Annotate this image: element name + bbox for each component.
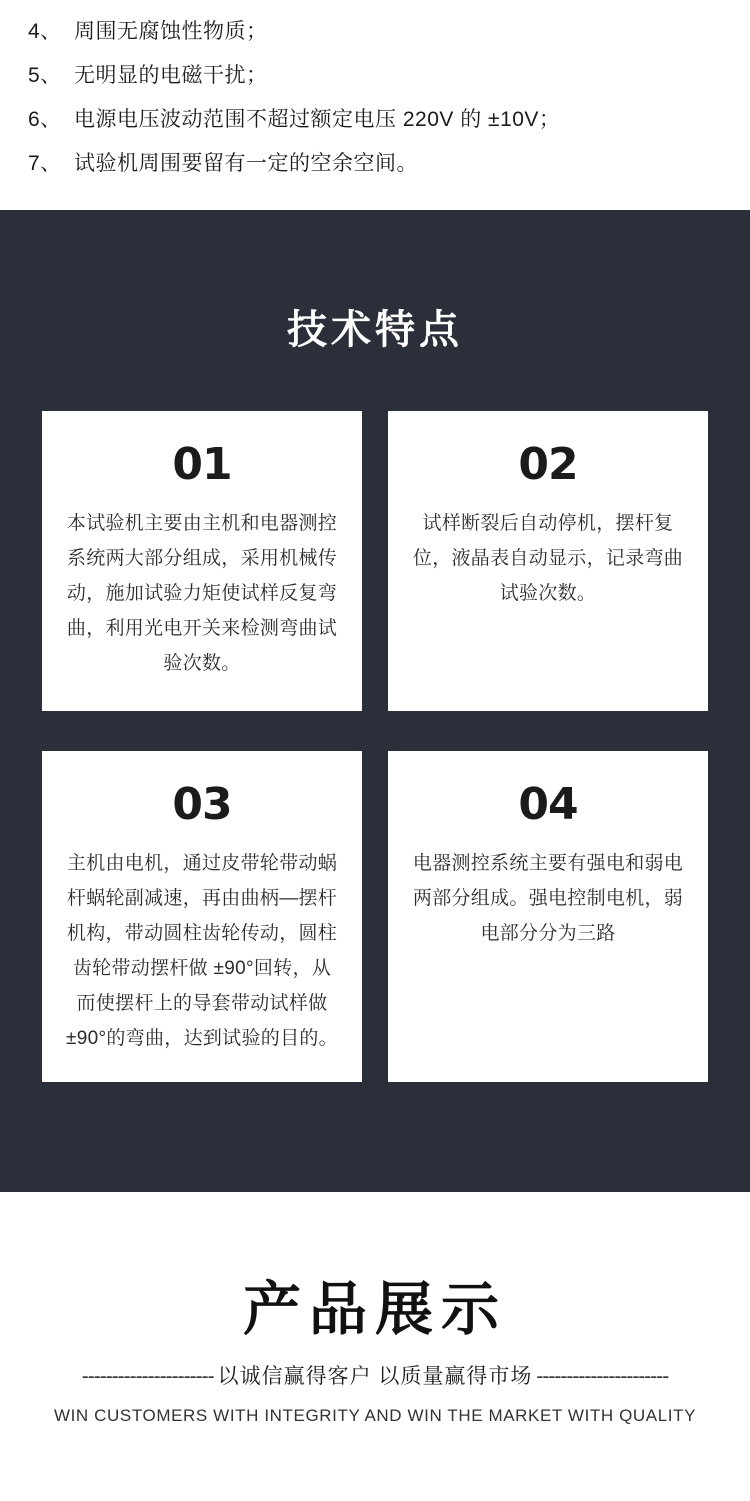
slogan-dash-right: ---------------------- — [536, 1365, 669, 1388]
list-item — [28, 10, 726, 54]
feature-card-number: 02 — [518, 439, 578, 490]
requirements-list — [0, 10, 750, 186]
slogan-dash-left: ---------------------- — [81, 1365, 214, 1388]
section-title: 技术特点 — [287, 308, 463, 352]
technical-features-section — [0, 210, 750, 1192]
list-item-text: 电源电压波动范围不超过额定电压 220V 的 ±10V； — [74, 108, 561, 131]
product-slogan-english: WIN CUSTOMERS WITH INTEGRITY AND WIN THE MARKET WITH QUALITY — [53, 1406, 697, 1425]
feature-card — [42, 411, 362, 711]
list-item-number: 6、 — [28, 108, 62, 131]
installation-requirements-section — [0, 0, 750, 210]
list-item-number: 4、 — [28, 20, 62, 43]
list-item-number: 5、 — [28, 64, 62, 87]
feature-card-text: 本试验机主要由主机和电器测控系统两大部分组成，采用机械传动，施加试验力矩使试样反复弯曲，利用光电开关来检测弯曲试验次数。 — [66, 513, 338, 674]
list-item — [28, 54, 726, 98]
product-display-section — [0, 1192, 750, 1460]
list-item-text: 试验机周围要留有一定的空余空间。 — [74, 152, 418, 175]
feature-card-text: 主机由电机，通过皮带轮带动蜗杆蜗轮副减速，再由曲柄—摆杆机构，带动圆柱齿轮传动，圆柱齿轮带动摆杆做 ±90°回转，从而使摆杆上的导套带动试样做 ±90°的弯曲，达到试验的目的。 — [66, 853, 338, 1049]
feature-card-text: 试样断裂后自动停机，摆杆复位，液晶表自动显示，记录弯曲试验次数。 — [412, 513, 684, 604]
slogan-text: 以诚信赢得客户 以质量赢得市场 — [217, 1365, 533, 1388]
feature-card — [388, 411, 708, 711]
list-item-number: 7、 — [28, 152, 62, 175]
list-item — [28, 142, 726, 186]
feature-card-number: 04 — [518, 779, 578, 830]
list-item-text: 周围无腐蚀性物质； — [74, 20, 268, 43]
feature-cards-row-2 — [0, 751, 750, 1122]
feature-card-number: 03 — [172, 779, 232, 830]
feature-card-text: 电器测控系统主要有强电和弱电两部分组成。强电控制电机，弱电部分分为三路 — [412, 853, 684, 944]
feature-card — [388, 751, 708, 1082]
list-item-text: 无明显的电磁干扰； — [74, 64, 268, 87]
list-item — [28, 98, 726, 142]
feature-cards-row-1 — [0, 411, 750, 751]
product-slogan — [0, 1360, 750, 1390]
page-title: 产品展示 — [242, 1277, 507, 1342]
feature-card-number: 01 — [172, 439, 232, 490]
feature-card — [42, 751, 362, 1082]
